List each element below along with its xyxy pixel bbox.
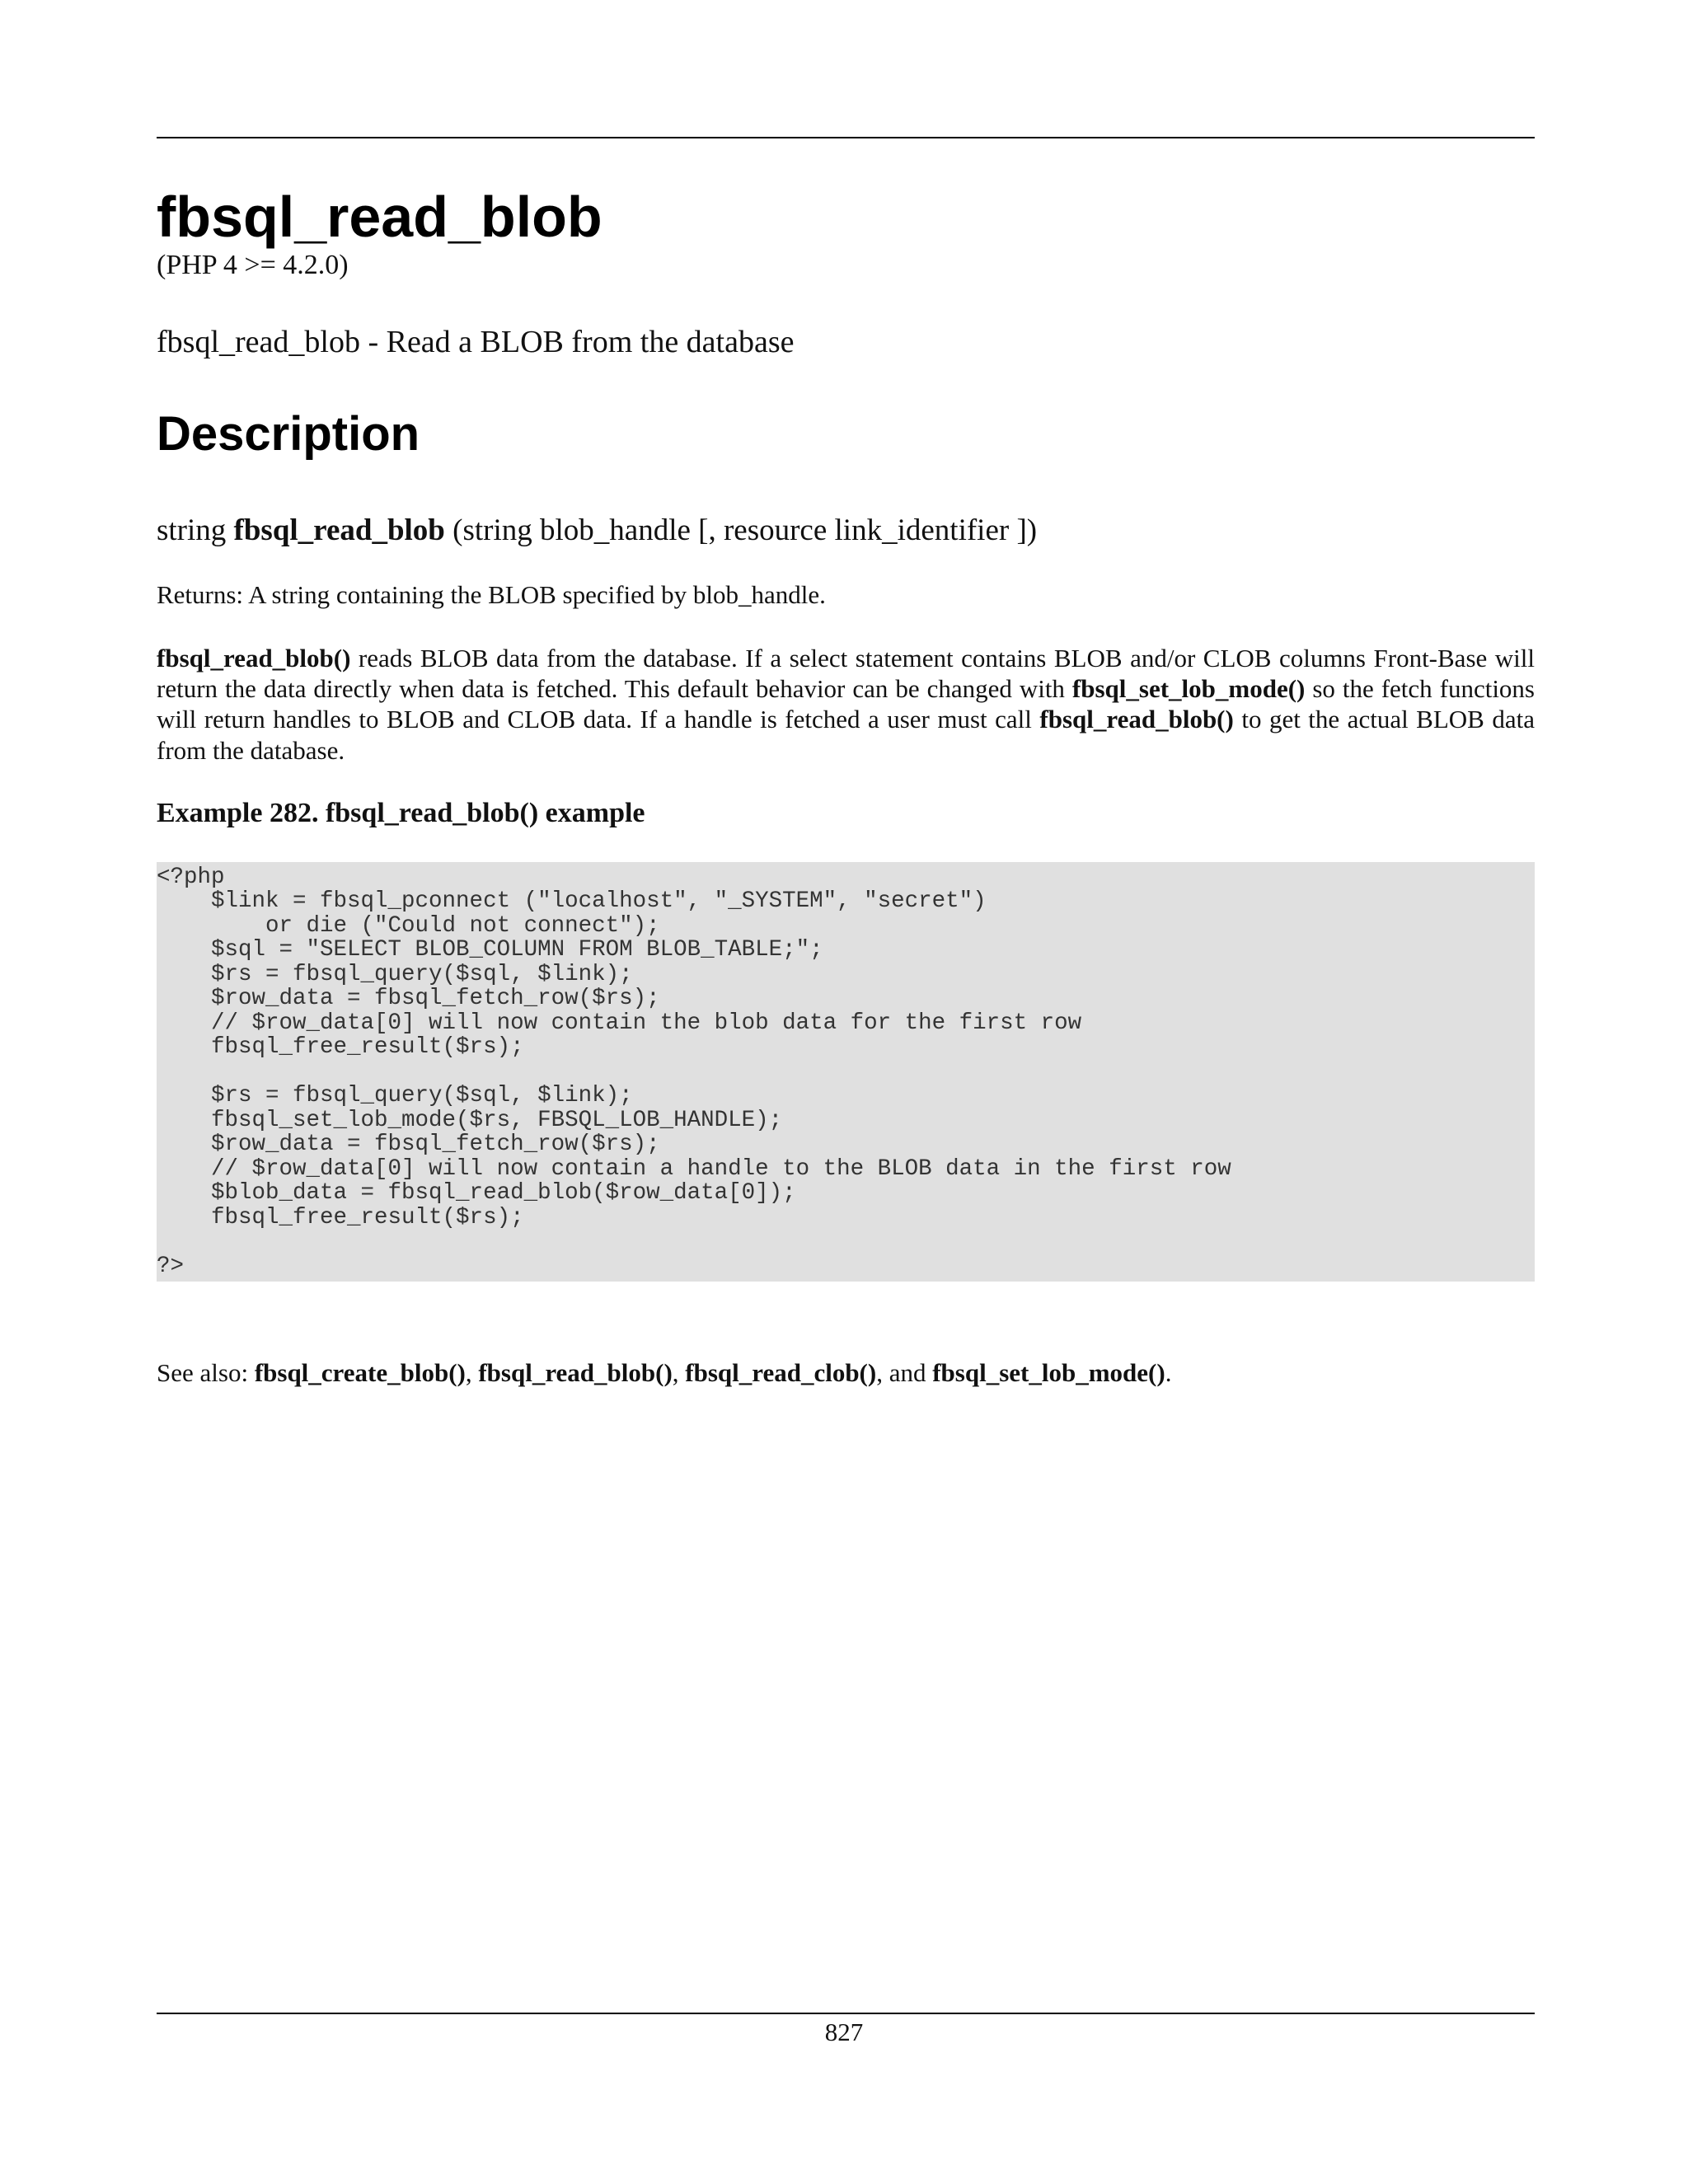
page-title: fbsql_read_blob xyxy=(157,185,603,249)
see-also-link: fbsql_read_clob() xyxy=(685,1358,877,1388)
synopsis-return-type: string xyxy=(157,513,227,548)
see-also-separator: , xyxy=(465,1358,479,1388)
see-also-link: fbsql_set_lob_mode() xyxy=(932,1358,1165,1388)
see-also-link: fbsql_read_blob() xyxy=(478,1358,673,1388)
synopsis-function-name: fbsql_read_blob xyxy=(233,513,445,548)
see-also-separator: , xyxy=(672,1358,686,1388)
function-ref: fbsql_read_blob() xyxy=(157,643,351,673)
header-rule xyxy=(157,137,1535,138)
paragraph-text: so the fetch functions will return handles to BLOB and CLOB data. If a handle is fetched a user must call xyxy=(157,674,1535,734)
example-title: Example 282. fbsql_read_blob() example xyxy=(157,797,645,828)
page-number: 827 xyxy=(824,2018,864,2046)
see-also-suffix: . xyxy=(1165,1358,1172,1388)
version-info: (PHP 4 >= 4.2.0) xyxy=(157,250,349,280)
see-also xyxy=(157,1357,1535,1388)
paragraph-text: to get the actual BLOB data from the database. xyxy=(157,705,1535,765)
synopsis-params: (string blob_handle [, resource link_identifier ]) xyxy=(452,513,1038,548)
paragraph-text: reads BLOB data from the database. If a select statement contains BLOB and/or CLOB columns Front-Base will return the data directly when data is fetched. This default behavior can be changed with xyxy=(157,643,1535,704)
function-ref: fbsql_set_lob_mode() xyxy=(1071,674,1306,704)
refpurpose: fbsql_read_blob - Read a BLOB from the database xyxy=(157,324,795,359)
page-content xyxy=(157,185,1535,1388)
see-also-separator: , and xyxy=(876,1358,933,1388)
function-ref: fbsql_read_blob() xyxy=(1039,705,1234,734)
description-heading: Description xyxy=(157,407,420,462)
function-synopsis xyxy=(157,513,1535,549)
see-also-link: fbsql_create_blob() xyxy=(254,1358,466,1388)
see-also-prefix: See also: xyxy=(157,1358,255,1388)
description-paragraph xyxy=(157,643,1535,766)
footer-rule xyxy=(157,2013,1535,2014)
code-example: <?php $link = fbsql_pconnect ("localhost", "_SYSTEM", "secret") or die ("Could not connect"); $sql = "SELECT BLOB_COLUMN FROM BLOB_TABLE;"; $rs = fbsql_query($sql, $link); $row_data = fbsql_fetch_row($rs); // $row_data[0] will now contain the blob data for the first row fbsql_free_result($rs); $rs = fbsql_query($sql, $link); fbsql_set_lob_mode($rs, FBSQL_LOB_HANDLE); $row_data = fbsql_fetch_row($rs); // $row_data[0] will now contain a handle to the BLOB data in the first row $blob_data = fbsql_read_blob($row_data[0]); fbsql_free_result($rs); ?> xyxy=(157,862,1535,1282)
returns-text: Returns: A string containing the BLOB specified by blob_handle. xyxy=(157,579,826,609)
